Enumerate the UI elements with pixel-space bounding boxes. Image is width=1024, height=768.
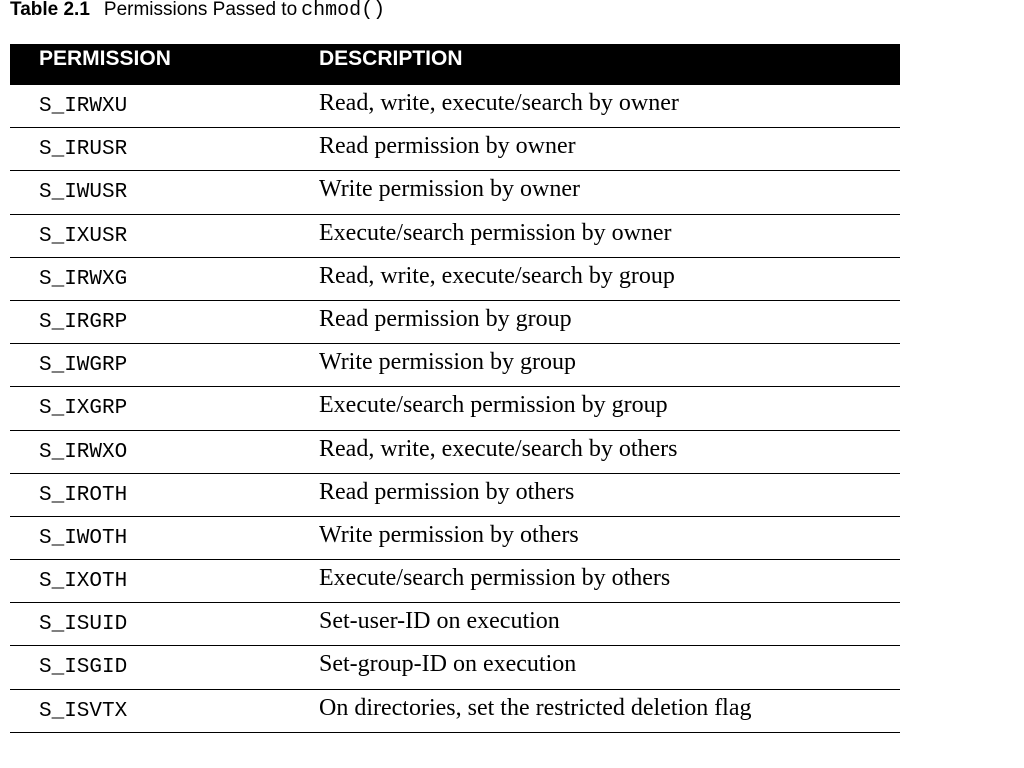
table-row (10, 474, 900, 517)
table-row (10, 215, 900, 258)
description-cell: Read, write, execute/search by group (319, 262, 675, 289)
table-row (10, 301, 900, 344)
permission-cell: S_IRGRP (39, 310, 128, 334)
permission-cell: S_IRUSR (39, 138, 128, 162)
table-title: Permissions Passed to (103, 0, 298, 20)
permission-cell: S_ISUID (39, 613, 128, 637)
table-row (10, 344, 900, 387)
table-row (10, 646, 900, 689)
table-row (10, 85, 900, 128)
permission-cell: S_IWUSR (39, 181, 128, 205)
description-cell: Set-user-ID on execution (319, 608, 560, 635)
table-row (10, 171, 900, 214)
permission-cell: S_IRWXU (39, 95, 128, 118)
table-row (10, 128, 900, 171)
description-cell: Read permission by owner (319, 133, 576, 160)
permission-cell: S_ISGID (39, 656, 128, 680)
description-cell: Write permission by group (319, 349, 576, 376)
table-caption (10, 0, 385, 23)
description-cell: Read permission by others (319, 478, 575, 505)
table-row (10, 603, 900, 646)
description-cell: Execute/search permission by owner (319, 219, 672, 246)
permissions-table (10, 44, 900, 733)
permission-cell: S_ISVTX (39, 699, 128, 723)
table-row (10, 517, 900, 560)
description-cell: Execute/search permission by others (319, 565, 671, 592)
permission-cell: S_IWOTH (39, 526, 128, 550)
permission-cell: S_IROTH (39, 483, 128, 507)
table-row (10, 431, 900, 474)
table-row (10, 560, 900, 603)
description-cell: On directories, set the restricted deletion flag (319, 694, 752, 721)
description-cell: Execute/search permission by group (319, 392, 668, 419)
permission-cell: S_IRWXG (39, 267, 128, 291)
description-cell: Write permission by others (319, 521, 579, 548)
description-cell: Read permission by group (319, 305, 572, 332)
permission-cell: S_IRWXO (39, 440, 128, 464)
table-row (10, 387, 900, 430)
permission-cell: S_IXOTH (39, 570, 128, 594)
table-row (10, 690, 900, 733)
description-cell: Read, write, execute/search by others (319, 435, 678, 462)
table-header-row (10, 44, 900, 85)
table-row (10, 258, 900, 301)
description-column-header: DESCRIPTION (319, 47, 463, 70)
permission-cell: S_IXUSR (39, 224, 128, 248)
description-cell: Write permission by owner (319, 176, 580, 203)
permission-column-header: PERMISSION (39, 47, 171, 70)
description-cell: Read, write, execute/search by owner (319, 90, 679, 116)
table-number-label: Table 2.1 (10, 0, 90, 20)
description-cell: Set-group-ID on execution (319, 651, 577, 678)
permission-cell: S_IXGRP (39, 397, 128, 421)
permission-cell: S_IWGRP (39, 354, 128, 378)
table-title-code: chmod() (301, 0, 386, 22)
